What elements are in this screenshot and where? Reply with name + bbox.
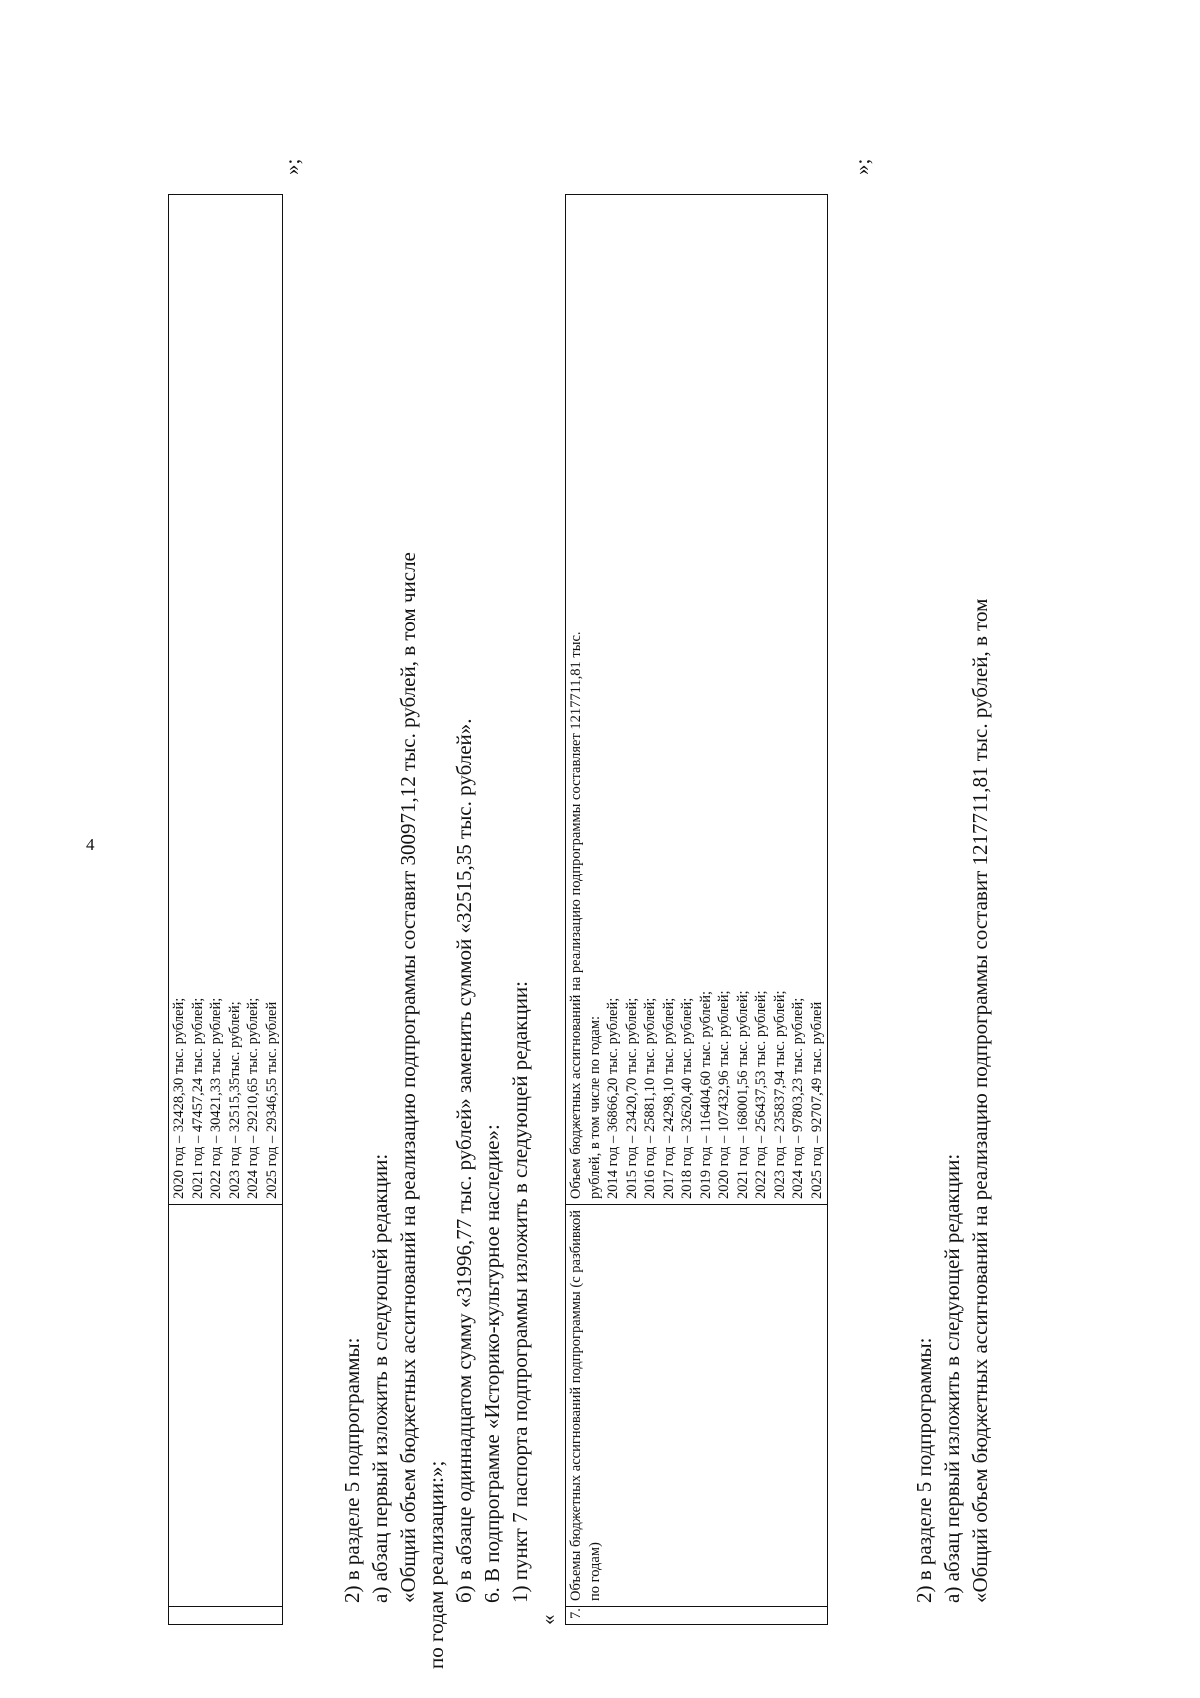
year-line: 2025 год – 29346,55 тыс. рублей <box>263 1001 280 1199</box>
paragraph: 6. В подпрограмме «Историко-культурное наследие»: <box>480 1124 504 1603</box>
paragraph: «Общий объем бюджетных ассигнований на реализацию подпрограммы составит 300971,12 тыс. рублей, в том числе <box>396 552 420 1603</box>
paragraph: 1) пункт 7 паспорта подпрограммы изложить в следующей редакции: <box>508 980 532 1603</box>
table-cell-number <box>169 1607 283 1625</box>
year-line: 2018 год – 32620,40 тыс. рублей; <box>679 997 695 1199</box>
page-number: 4 <box>86 835 95 854</box>
year-line: 2022 год – 30421,33 тыс. рублей; <box>208 997 224 1199</box>
table-cell-years <box>169 195 283 1205</box>
table-cell-label: Объемы бюджетных ассигнований подпрограммы (с разбивкой по годам) <box>566 1205 828 1607</box>
paragraph: 2) в разделе 5 подпрограммы: <box>340 1337 364 1603</box>
year-line: 2020 год – 32428,30 тыс. рублей; <box>171 997 187 1199</box>
summary-line: рублей, в том числе по годам: <box>586 1015 603 1199</box>
paragraph: 2) в разделе 5 подпрограммы: <box>912 1337 936 1603</box>
year-line: 2021 год – 168001,56 тыс. рублей; <box>734 990 751 1199</box>
year-line: 2024 год – 29210,65 тыс. рублей; <box>245 997 261 1199</box>
table-cell-years <box>566 195 828 1205</box>
year-line: 2019 год – 116404,60 тыс. рублей; <box>697 991 714 1199</box>
year-line: 2014 год – 36866,20 тыс. рублей; <box>605 997 621 1199</box>
funding-table-continuation <box>168 194 283 1625</box>
table-cell-number: 7. <box>566 1607 828 1625</box>
year-line: 2024 год – 97803,23 тыс. рублей; <box>790 997 806 1199</box>
passport-table <box>565 194 828 1625</box>
year-line: 2023 год – 235837,94 тыс. рублей; <box>771 990 788 1199</box>
year-line: 2021 год – 47457,24 тыс. рублей; <box>189 997 206 1199</box>
year-line: 2023 год – 32515,35тыс. рублей; <box>226 1001 243 1199</box>
paragraph: б) в абзаце одиннадцатом сумму «31996,77 тыс. рублей» заменить суммой «32515,35 тыс. рублей». <box>452 718 476 1603</box>
table-cell-label <box>169 1205 283 1607</box>
paragraph: а) абзац первый изложить в следующей редакции: <box>368 1153 392 1603</box>
year-line: 2017 год – 24298,10 тыс. рублей; <box>660 997 677 1199</box>
paragraph: по годам реализации:»; <box>424 1460 448 1669</box>
year-line: 2015 год – 23420,70 тыс. рублей; <box>623 997 640 1199</box>
year-line: 2016 год – 25881,10 тыс. рублей; <box>642 997 658 1199</box>
paragraph: а) абзац первый изложить в следующей редакции: <box>940 1153 964 1603</box>
paragraph: «Общий объем бюджетных ассигнований на реализацию подпрограммы составит 1217711,81 тыс. рублей, в том <box>968 598 992 1603</box>
closing-quote: »; <box>850 158 874 175</box>
year-line: 2025 год – 92707,49 тыс. рублей <box>808 1001 825 1199</box>
year-line: 2020 год – 107432,96 тыс. рублей; <box>716 990 732 1199</box>
closing-quote: »; <box>280 158 304 175</box>
rotated-page-content <box>70 65 1120 1669</box>
summary-line: Объем бюджетных ассигнований на реализацию подпрограммы составляет 1217711,81 тыс. <box>568 631 584 1199</box>
year-line: 2022 год – 256437,53 тыс. рублей; <box>753 990 769 1199</box>
open-quote: « <box>536 1614 560 1625</box>
